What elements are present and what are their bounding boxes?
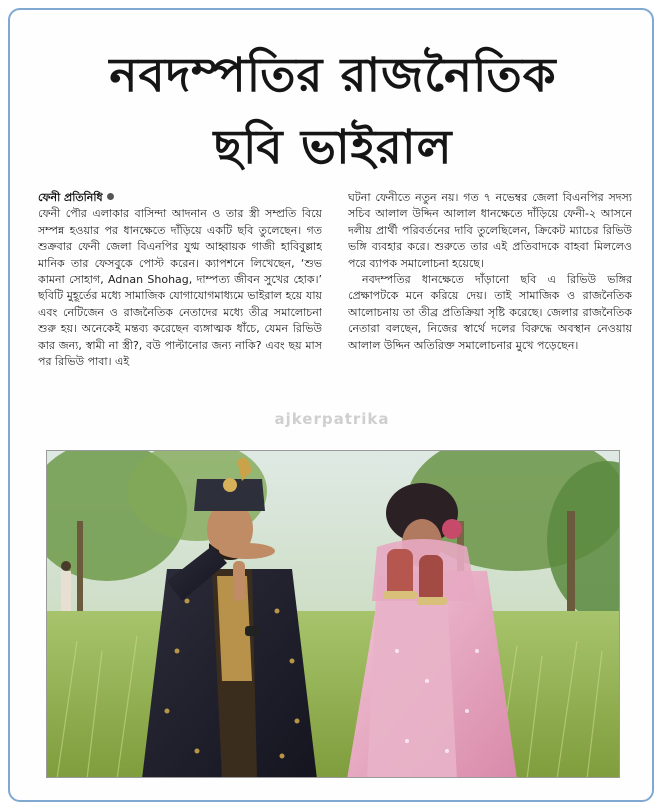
right-column-paragraph-1: ঘটনা ফেনীতে নতুন নয়। গত ৭ নভেম্বর জেলা বিএনপির সদস্য সচিব আলাল উদ্দিন আলাল ধানক্ষেতে দাঁড়িয়ে ফেনী-২ আসনে দলীয় প্রার্থী পরিবর্তনের দাবি তুলেছিলেন, ক্রিকেট ম্যাচের রিভিউ ভঙ্গি ব্যবহার করে। শুরুতে তার এই প্রতিবাদকে বাহবা মিললেও পরে ব্যাপক সমালোচনা হয়েছে। bbox=[348, 191, 632, 270]
dateline: ফেনী প্রতিনিধি bbox=[38, 191, 103, 204]
left-column bbox=[38, 190, 322, 438]
headline-line-1: নবদম্পতির রাজনৈতিক bbox=[109, 48, 557, 103]
right-column-paragraph-2: নবদম্পতির ধানক্ষেতে দাঁড়ানো ছবি এ রিভিউ ভঙ্গির প্রেক্ষাপটকে মনে করিয়ে দেয়। তাই সামাজিক ও রাজনৈতিক আলোচনায় তা তীব্র প্রতিক্রিয়া সৃষ্টি করেছে। জেলার রাজনৈতিক নেতারা বলছেন, নিজের স্বার্থে দলের বিরুদ্ধে অবস্থান নেওয়ায় আলাল উদ্দিন অতিরিক্ত সমালোচনার মুখে পড়েছেন। bbox=[348, 273, 632, 352]
article-photo bbox=[46, 450, 620, 778]
headline bbox=[10, 40, 654, 184]
left-column-text: ফেনী পৌর এলাকার বাসিন্দা আদনান ও তার স্ত্রী সম্প্রতি বিয়ে সম্পন্ন হওয়ার পর ধানক্ষেতে দাঁড়িয়ে একটি ছবি তুলেছেন। গত শুক্রবার ফেনী জেলা বিএনপির যুগ্ম আহ্বায়ক গাজী হাবিবুল্লাহ মানিক তার ফেসবুকে পোস্ট করেন। ক্যাপশনে লিখেছেন, ‘শুভ কামনা সোহাগ, Adnan Shohag, দাম্পত্য জীবন সুখের হোক।’ ছবিটি মুহূর্তের মধ্যে সামাজিক যোগাযোগমাধ্যমে ভাইরাল হয়ে যায় এবং নেটিজেন ও রাজনৈতিক নেতাদের মধ্যে তীব্র সমালোচনা শুরু হয়। অনেকেই মন্তব্য করেছেন ব্যঙ্গাত্মক ধাঁচে, যেমন রিভিউ কার জন্য, স্বামী না স্ত্রী?, বউ পাল্টানোর জন্য নাকি? এবং ছয় মাস পর রিভিউ পাবা। এই bbox=[38, 207, 322, 369]
dateline-paragraph bbox=[38, 190, 322, 206]
headline-line-2: ছবি ভাইরাল bbox=[213, 120, 453, 175]
right-column bbox=[348, 190, 632, 438]
watermark: ajkerpatrika bbox=[274, 410, 390, 428]
couple-photo-illustration bbox=[47, 451, 620, 778]
bullet-icon bbox=[107, 193, 114, 200]
newspaper-clipping bbox=[8, 8, 654, 802]
article-body bbox=[38, 190, 632, 438]
